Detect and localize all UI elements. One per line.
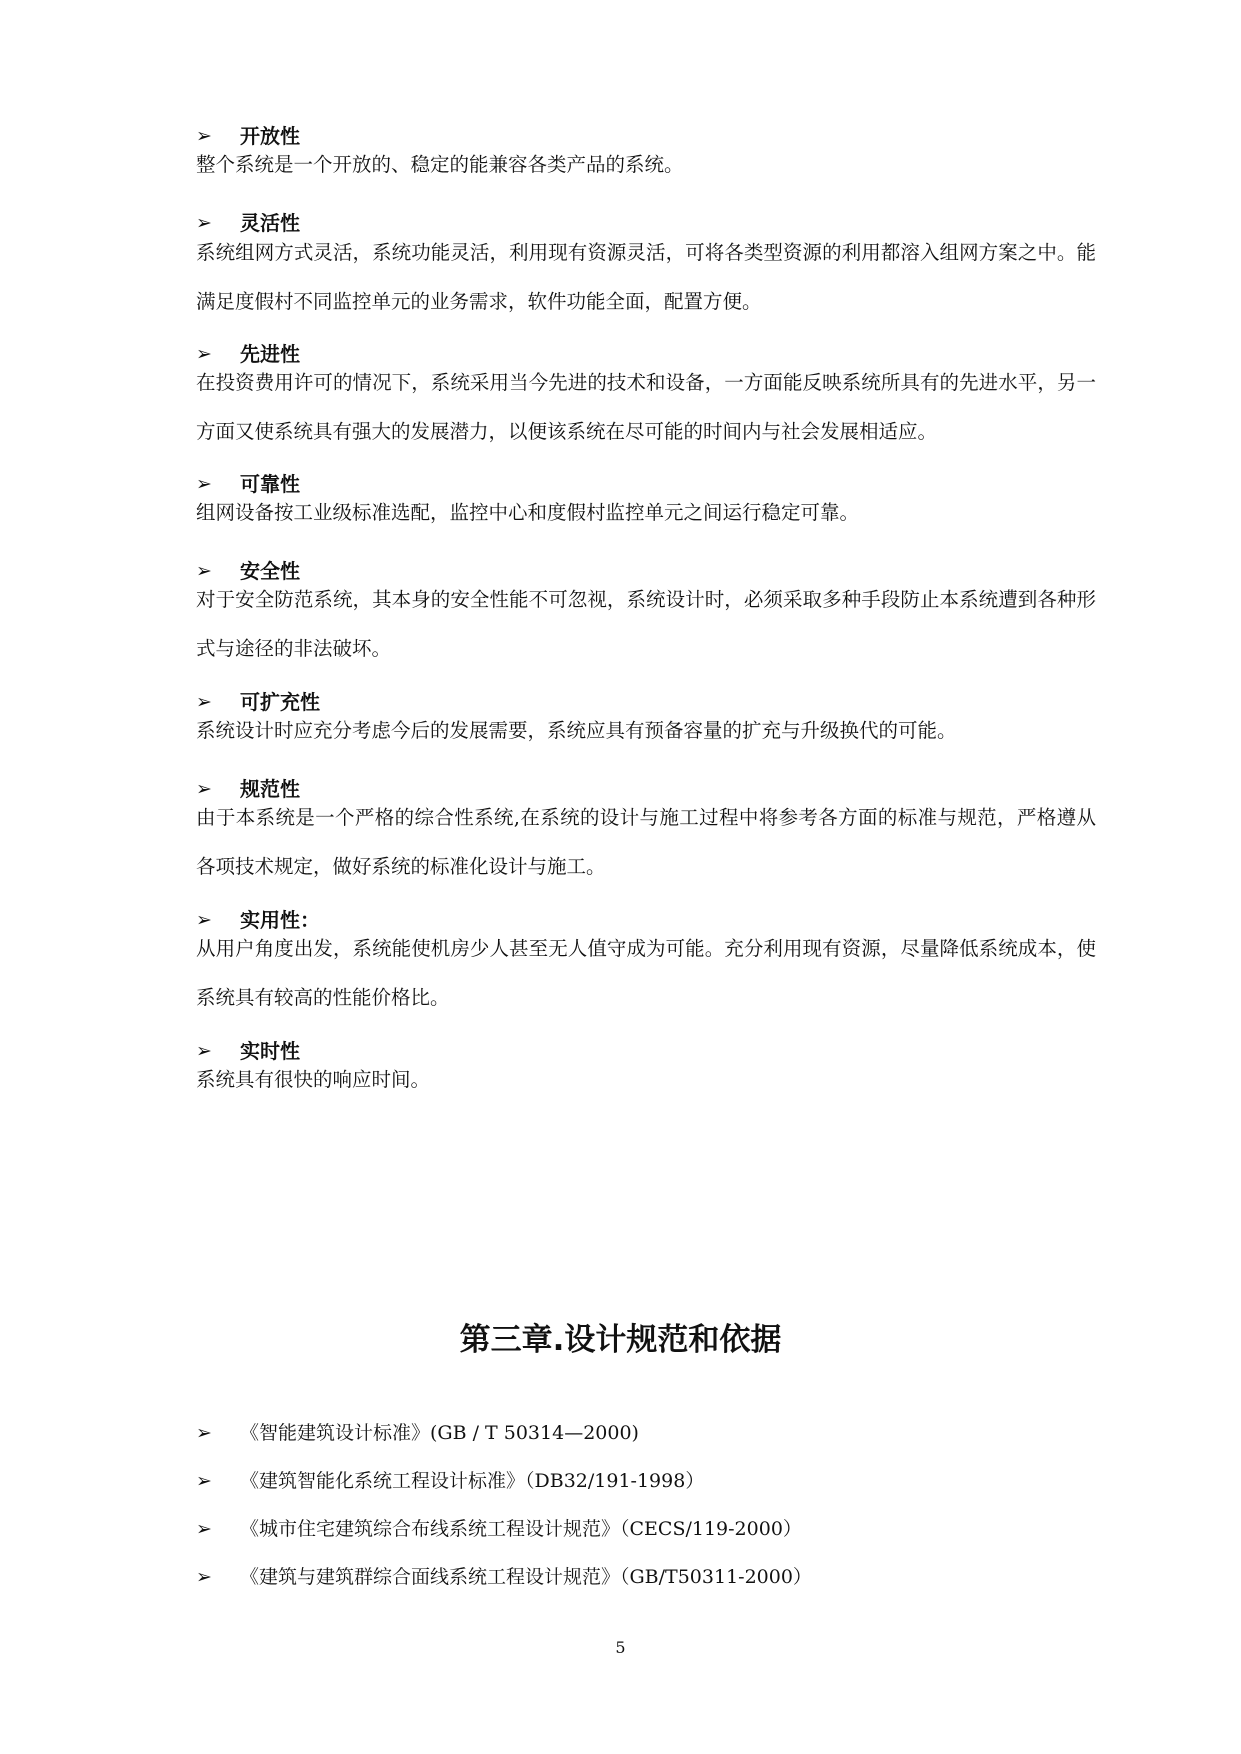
bullet-arrow-icon: ➢ [196, 212, 212, 234]
section-heading: 安全性 [240, 559, 300, 583]
bullet-arrow-icon: ➢ [196, 1470, 212, 1492]
bullet-arrow-icon: ➢ [196, 1566, 212, 1588]
bullet-arrow-icon: ➢ [196, 909, 212, 931]
section-heading: 实时性 [240, 1039, 300, 1063]
chapter-title: 第三章.设计规范和依据 [459, 1322, 782, 1358]
section-paragraph: 系统具有很快的响应时间。 [196, 1068, 431, 1091]
bullet-arrow-icon: ➢ [196, 1518, 212, 1540]
reference-text: 《建筑智能化系统工程设计标准》（DB32/191-1998） [240, 1470, 705, 1492]
bullet-arrow-icon: ➢ [196, 778, 212, 800]
section-heading: 规范性 [240, 777, 300, 801]
section-heading: 灵活性 [240, 211, 300, 235]
section-paragraph: 对于安全防范系统，其本身的安全性能不可忽视，系统设计时，必须采取多种手段防止本系统遭到各种形式与途径的非法破坏。 [196, 588, 1096, 660]
bullet-arrow-icon: ➢ [196, 125, 212, 147]
reference-text: 《智能建筑设计标准》(GB / T 50314—2000) [240, 1422, 639, 1444]
bullet-arrow-icon: ➢ [196, 560, 212, 582]
page-number: 5 [615, 1638, 626, 1657]
section-paragraph: 从用户角度出发，系统能使机房少人甚至无人值守成为可能。充分利用现有资源，尽量降低系统成本，使系统具有较高的性能价格比。 [196, 937, 1096, 1009]
section-heading: 可靠性 [240, 472, 300, 496]
bullet-arrow-icon: ➢ [196, 1040, 212, 1062]
section-heading: 实用性： [240, 908, 320, 932]
reference-text: 《城市住宅建筑综合布线系统工程设计规范》（CECS/119-2000） [240, 1518, 802, 1540]
section-paragraph: 系统组网方式灵活，系统功能灵活，利用现有资源灵活，可将各类型资源的利用都溶入组网方案之中。能满足度假村不同监控单元的业务需求，软件功能全面，配置方便。 [196, 241, 1096, 313]
section-paragraph: 在投资费用许可的情况下，系统采用当今先进的技术和设备，一方面能反映系统所具有的先进水平，另一方面又使系统具有强大的发展潜力，以便该系统在尽可能的时间内与社会发展相适应。 [196, 371, 1096, 443]
section-paragraph: 整个系统是一个开放的、稳定的能兼容各类产品的系统。 [196, 153, 684, 176]
section-paragraph: 组网设备按工业级标准选配，监控中心和度假村监控单元之间运行稳定可靠。 [196, 501, 860, 524]
bullet-arrow-icon: ➢ [196, 343, 212, 365]
section-paragraph: 由于本系统是一个严格的综合性系统,在系统的设计与施工过程中将参考各方面的标准与规范，严格遵从各项技术规定，做好系统的标准化设计与施工。 [196, 806, 1096, 878]
section-paragraph: 系统设计时应充分考虑今后的发展需要，系统应具有预备容量的扩充与升级换代的可能。 [196, 719, 957, 742]
bullet-arrow-icon: ➢ [196, 691, 212, 713]
bullet-arrow-icon: ➢ [196, 473, 212, 495]
bullet-arrow-icon: ➢ [196, 1422, 212, 1444]
reference-text: 《建筑与建筑群综合面线系统工程设计规范》（GB/T50311-2000） [240, 1566, 812, 1588]
section-heading: 先进性 [240, 342, 300, 366]
section-heading: 开放性 [240, 124, 300, 148]
section-heading: 可扩充性 [240, 690, 320, 714]
